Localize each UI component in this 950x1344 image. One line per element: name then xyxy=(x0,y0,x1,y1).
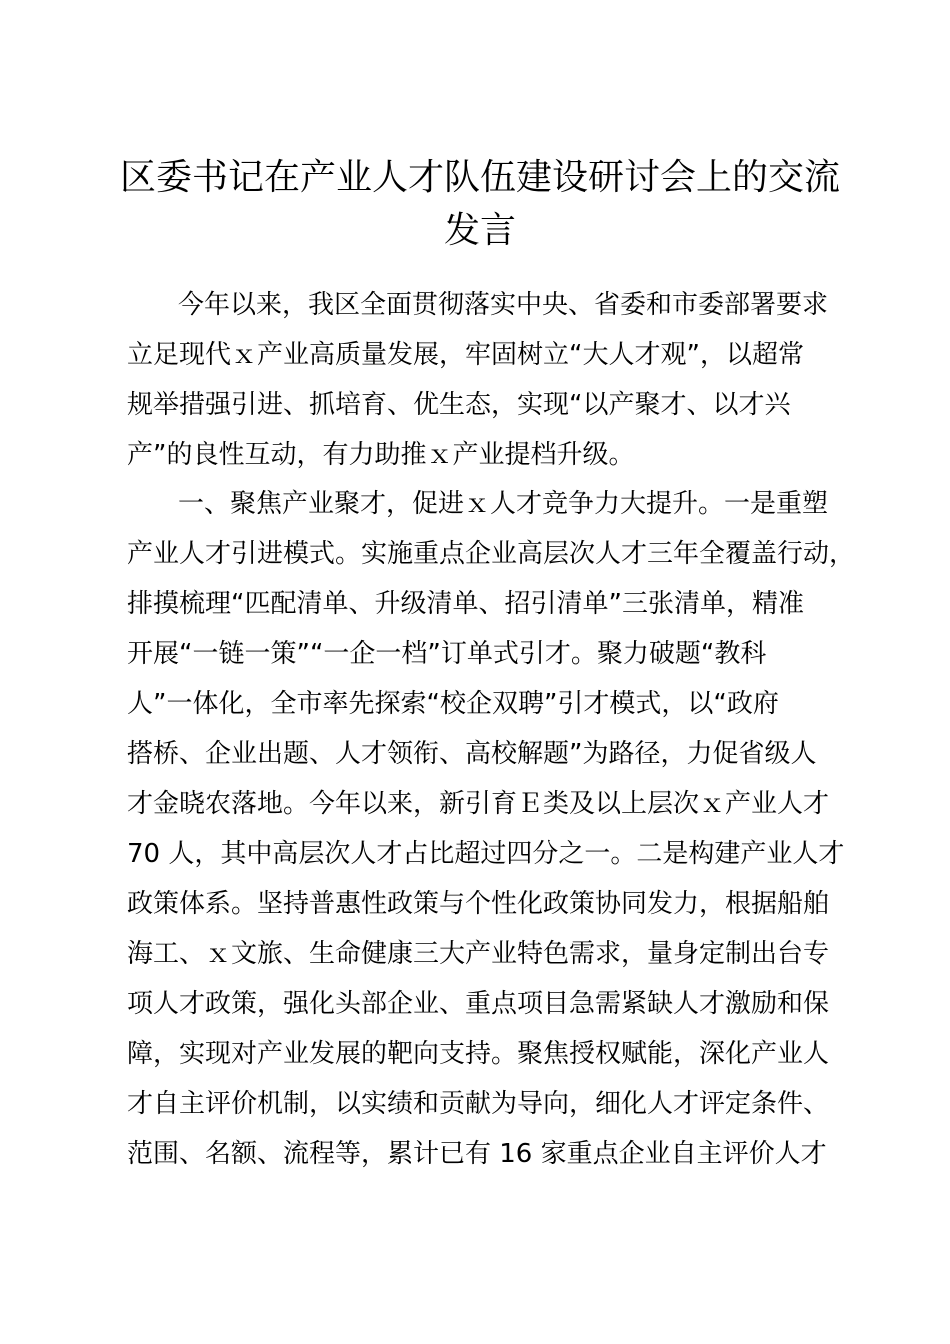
body-line: 项人才政策，强化头部企业、重点项目急需紧缺人才激励和保 xyxy=(127,989,830,1019)
document-title-line-2: 发言 xyxy=(443,210,516,251)
body-line: 产业人才引进模式。实施重点企业高层次人才三年全覆盖行动， xyxy=(127,539,856,569)
document-title-line-1: 区委书记在产业人才队伍建设研讨会上的交流 xyxy=(119,157,840,198)
body-line: 障，实现对产业发展的靶向支持。聚焦授权赋能，深化产业人 xyxy=(127,1039,830,1069)
body-line: 人”一体化，全市率先探索“校企双聘”引才模式，以“政府 xyxy=(127,689,779,719)
body-line: 才自主评价机制，以实绩和贡献为导向，细化人才评定条件、 xyxy=(127,1089,830,1119)
body-line: 70 人，其中高层次人才占比超过四分之一。二是构建产业人才 xyxy=(127,839,845,869)
body-line: 政策体系。坚持普惠性政策与个性化政策协同发力，根据船舶 xyxy=(127,889,830,919)
body-line: 规举措强引进、抓培育、优生态，实现“以产聚才、以才兴 xyxy=(127,390,791,420)
body-line: 开展“一链一策”“一企一档”订单式引才。聚力破题“教科 xyxy=(127,639,767,669)
body-line: 今年以来，我区全面贯彻落实中央、省委和市委部署要求 xyxy=(178,290,829,320)
body-line: 搭桥、企业出题、人才领衔、高校解题”为路径，力促省级人 xyxy=(127,739,817,769)
body-line: 排摸梳理“匹配清单、升级清单、招引清单”三张清单，精准 xyxy=(127,589,804,619)
body-line: 产”的良性互动，有力助推ｘ产业提档升级。 xyxy=(127,440,635,470)
body-line: 才金晓农落地。今年以来，新引育Ｅ类及以上层次ｘ产业人才 xyxy=(127,789,830,819)
body-line: 海工、ｘ文旅、生命健康三大产业特色需求，量身定制出台专 xyxy=(127,939,830,969)
body-line: 范围、名额、流程等，累计已有 16 家重点企业自主评价人才 xyxy=(127,1139,827,1169)
body-line: 一、聚焦产业聚才，促进ｘ人才竞争力大提升。一是重塑 xyxy=(178,489,829,519)
body-line: 立足现代ｘ产业高质量发展，牢固树立“大人才观”，以超常 xyxy=(127,340,804,370)
